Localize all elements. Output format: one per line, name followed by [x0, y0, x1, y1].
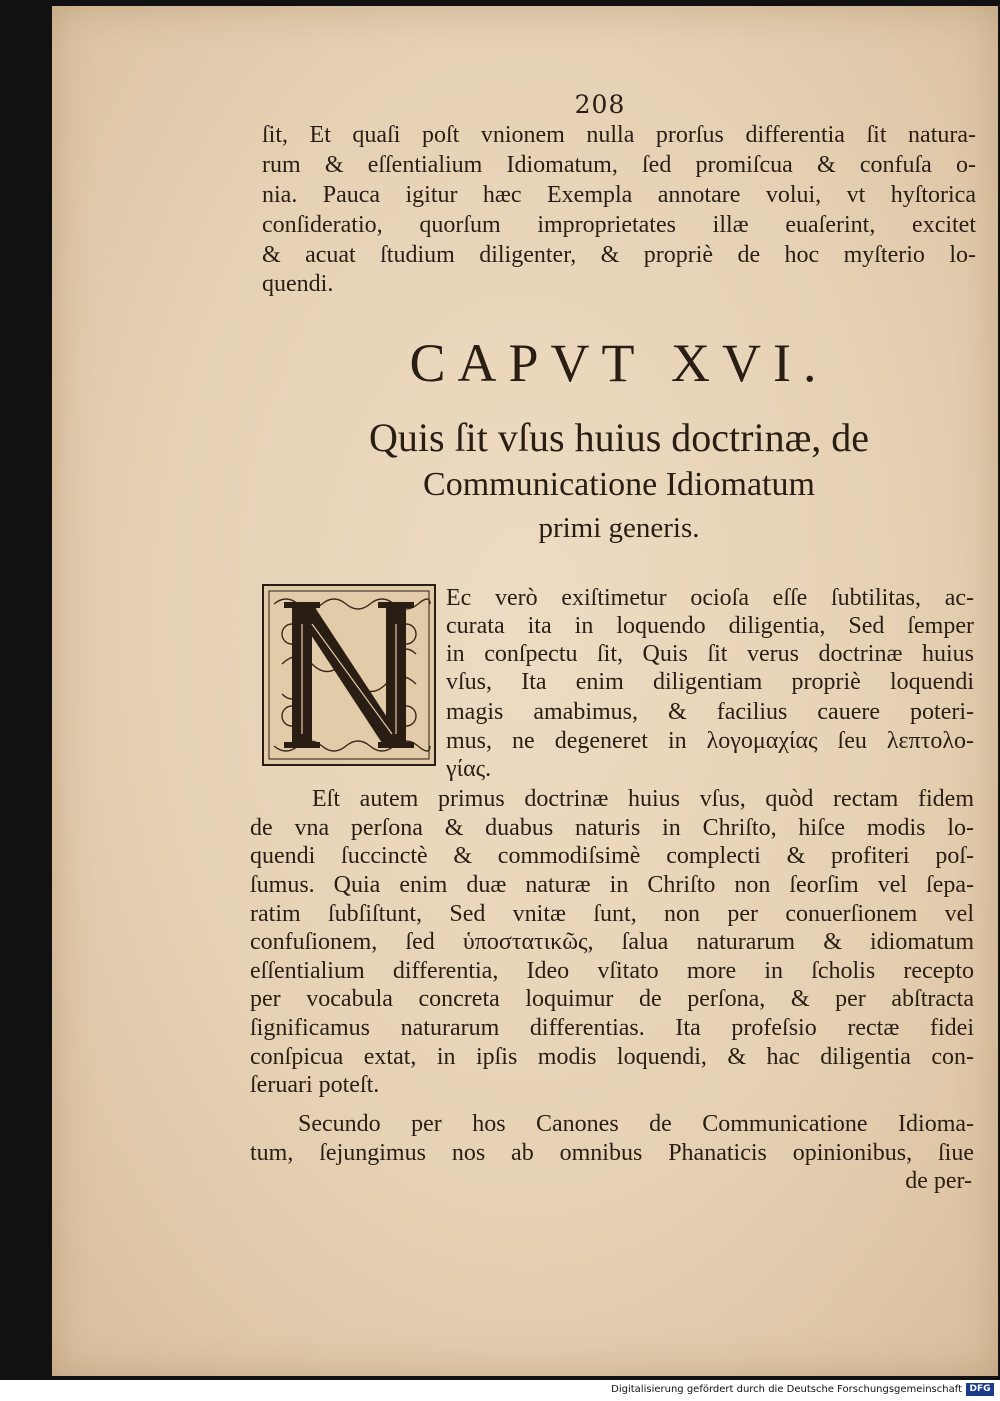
text-line: rum & eſſentialium Idiomatum, ſed promiſcua & confuſa o- [262, 152, 976, 178]
text-line: mus, ne degeneret in λογομαχίας ſeu λεπτολο- [446, 728, 974, 754]
text-line: per vocabula concreta loquimur de perſona, & per abſtracta [250, 986, 974, 1012]
text-line: ratim ſubſiſtunt, Sed vnitæ ſunt, non per conuerſionem vel [250, 901, 974, 927]
text-line: curata ita in loquendo diligentia, Sed ſemper [446, 613, 974, 639]
text-line: vſus, Ita enim diligentiam propriè loquendi [446, 669, 974, 695]
text-line: conſpicua extat, in ipſis modis loquendi, & hac diligentia con- [250, 1044, 974, 1070]
text-line: γίας. [446, 756, 492, 782]
text-line: confuſionem, ſed ὑποστατικῶς, ſalua naturarum & idiomatum [250, 929, 974, 955]
text-line: Eſt autem primus doctrinæ huius vſus, quòd rectam fidem [312, 786, 974, 812]
text-line: & acuat ſtudium diligenter, & propriè de hoc myſterio lo- [262, 242, 976, 268]
catchword: de per- [905, 1168, 972, 1194]
chapter-title-line: primi generis. [538, 512, 700, 544]
chapter-title-line: Quis ſit vſus huius doctrinæ, de [369, 415, 869, 460]
chapter-title-line: Communicatione Idiomatum [423, 466, 815, 503]
text-line: magis amabimus, & facilius cauere poteri- [446, 699, 974, 725]
text-line: Secundo per hos Canones de Communicatione Idioma- [298, 1111, 974, 1137]
text-line: tum, ſejungimus nos ab omnibus Phanaticis opinionibus, ſiue [250, 1140, 974, 1166]
text-line: in conſpectu ſit, Quis ſit verus doctrinæ huius [446, 641, 974, 667]
text-line: eſſentialium differentia, Ideo vſitato more in ſcholis recepto [250, 958, 974, 984]
text-line: quendi. [262, 271, 334, 297]
text-line: de vna perſona & duabus naturis in Chriſto, hiſce modis lo- [250, 815, 974, 841]
dfg-logo: DFG [966, 1383, 994, 1396]
text-line: Ec verò exiſtimetur ocioſa eſſe ſubtilitas, ac- [446, 585, 974, 611]
text-line: quendi ſuccinctè & commodiſsimè complecti & profiteri poſ- [250, 843, 974, 869]
decorated-initial-n [262, 584, 436, 766]
text-line: nia. Pauca igitur hæc Exempla annotare volui, vt hyſtorica [262, 182, 976, 208]
page-number: 208 [574, 90, 626, 119]
text-line: ſeruari poteſt. [250, 1072, 380, 1098]
text-line: conſideratio, quorſum improprietates illæ euaſerint, excitet [262, 212, 976, 238]
chapter-heading: CAPVT XVI. [409, 333, 829, 393]
text-line: ſit, Et quaſi poſt vnionem nulla prorſus differentia ſit natura- [262, 122, 976, 148]
text-line: ſumus. Quia enim duæ naturæ in Chriſto non ſeorſim vel ſepa- [250, 872, 974, 898]
text-line: ſignificamus naturarum differentias. Ita profeſsio rectæ fidei [250, 1015, 974, 1041]
digitization-credit: Digitalisierung gefördert durch die Deutsche Forschungsgemeinschaft [611, 1384, 962, 1395]
